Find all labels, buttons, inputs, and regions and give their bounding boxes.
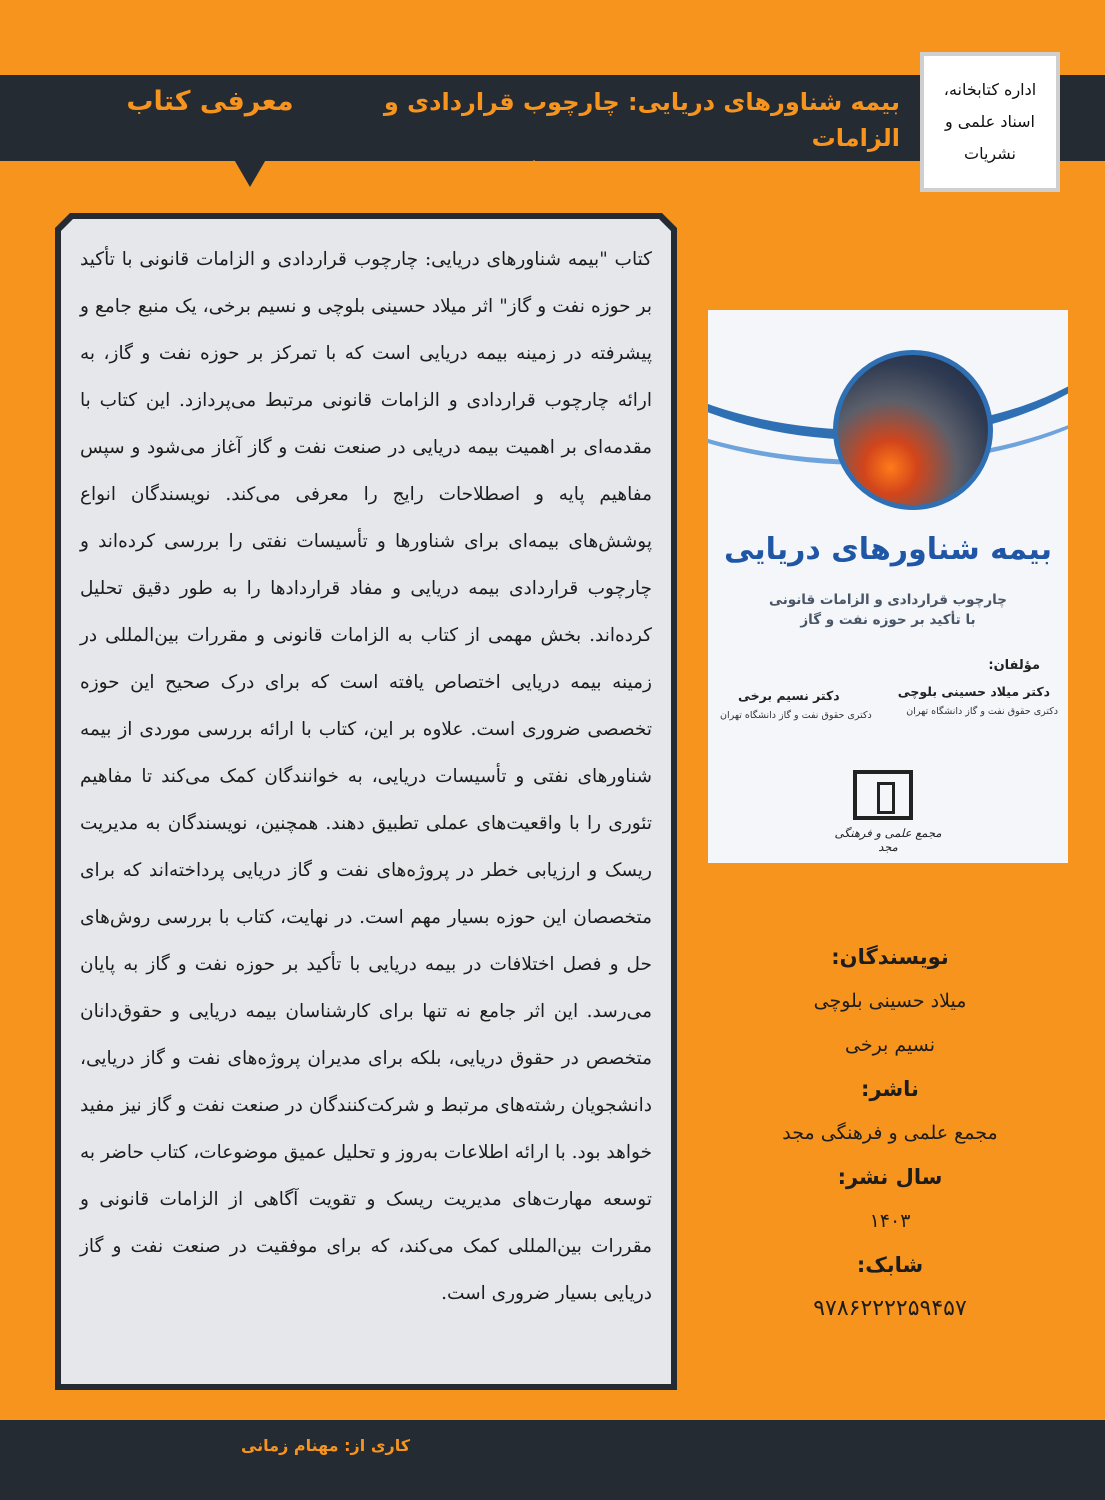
cover-authors-label: مؤلفان: bbox=[988, 658, 1040, 673]
cover-subtitle-line-2: با تأکید بر حوزه نفت و گاز bbox=[800, 612, 976, 628]
page-title-line-1: بیمه شناورهای دریایی: چارچوب قراردادی و الزامات bbox=[383, 88, 900, 152]
cover-author-2-affiliation: دکتری حقوق نفت و گاز دانشگاه تهران bbox=[720, 710, 872, 721]
cover-publisher-logo-text: مجمع علمی و فرهنگی مجد bbox=[834, 826, 942, 854]
publisher-value: مجمع علمی و فرهنگی مجد bbox=[782, 1122, 998, 1144]
book-info bbox=[705, 935, 1075, 1331]
department-label: اداره کتابخانه، اسناد علمی و نشریات bbox=[943, 80, 1037, 163]
footer-band bbox=[0, 1420, 1105, 1500]
author-2: نسیم برخی bbox=[844, 1034, 935, 1056]
publisher-logo-mark bbox=[877, 782, 895, 814]
author-1: میلاد حسینی بلوچی bbox=[813, 990, 967, 1012]
cover-subtitle bbox=[748, 590, 1028, 630]
section-label: معرفی کتاب bbox=[126, 86, 294, 117]
isbn-value: ۹۷۸۶۲۲۲۲۵۹۴۵۷ bbox=[813, 1296, 967, 1321]
footer-credit: کاری از: مهنام زمانی bbox=[240, 1436, 410, 1455]
cover-author-1-affiliation: دکتری حقوق نفت و گاز دانشگاه تهران bbox=[906, 706, 1058, 717]
publisher-logo-icon bbox=[853, 770, 913, 820]
page-title bbox=[340, 84, 900, 192]
authors-label: نویسندگان: bbox=[831, 945, 949, 969]
description-text: کتاب "بیمه شناورهای دریایی: چارچوب قراردادی و الزامات قانونی با تأکید بر حوزه نفت و گاز" اثر میلاد حسینی بلوچی و نسیم برخی، یک منبع جامع و پیشرفته در زمینه بیمه دریایی است که با تمرکز بر حوزه نفت و گاز، به ارائه چارچوب قراردادی و الزامات قانونی مرتبط می‌پردازد. این کتاب با مقدمه‌ای بر اهمیت بیمه دریایی در صنعت نفت و گاز آغاز می‌شود و سپس مفاهیم پایه و اصطلاحات رایج را معرفی می‌کند. نویسندگان انواع پوشش‌های بیمه‌ای برای شناورها و تأسیسات نفتی را بررسی کرده‌اند و چارچوب قراردادی بیمه دریایی و مفاد قراردادها را به طور دقیق تحلیل کرده‌اند. بخش مهمی از کتاب به الزامات قانونی و مقررات بین‌المللی در زمینه بیمه دریایی اختصاص یافته است که برای درک صحیح این حوزه تخصصی ضروری است. علاوه بر این، کتاب با ارائه بررسی موردی از بیمه شناورهای نفتی و تأسیسات دریایی، به خوانندگان کمک می‌کند تا مفاهیم تئوری را با واقعیت‌های عملی تطبیق دهند. همچنین، نویسندگان به مدیریت ریسک و ارزیابی خطر در پروژه‌های نفت و گاز دریایی پرداخته‌اند که برای متخصصان این حوزه بسیار مهم است. در نهایت، کتاب با بررسی روش‌های حل و فصل اختلافات در بیمه دریایی با تأکید بر حوزه نفت و گاز به پایان می‌رسد. این اثر جامع نه تنها برای کارشناسان بیمه دریایی و حقوق‌دانان متخصص در حقوق دریایی، بلکه برای مدیران پروژه‌های نفت و گاز دریایی، دانشجویان رشته‌های مرتبط و شرکت‌کنندگان در صنعت نفت و گاز نیز مفید خواهد بود. با ارائه اطلاعات به‌روز و تحلیل عمیق موضوعات، کتاب حاضر به توسعه مهارت‌های مدیریت ریسک و تقویت آگاهی از الزامات قانونی و مقررات بین‌المللی کمک می‌کند، که برای موفقیت در صنعت نفت و گاز دریایی بسیار ضروری است. bbox=[80, 249, 652, 1304]
isbn-label: شابک: bbox=[856, 1253, 924, 1277]
publisher-label: ناشر: bbox=[861, 1077, 919, 1101]
department-box bbox=[920, 52, 1060, 192]
page-title-line-2: قانونی با تاکید بر حوزه نفت و گاز bbox=[498, 160, 900, 188]
cover-ship-image bbox=[833, 350, 993, 510]
cover-title: بیمه شناورهای دریایی bbox=[723, 532, 1052, 567]
cover-author-2: دکتر نسیم برخی bbox=[738, 688, 840, 703]
book-cover bbox=[708, 310, 1068, 863]
year-value: ۱۴۰۳ bbox=[869, 1210, 911, 1232]
cover-author-1: دکتر میلاد حسینی بلوچی bbox=[897, 684, 1050, 699]
year-label: سال نشر: bbox=[837, 1165, 943, 1189]
cover-subtitle-line-1: چارچوب قراردادی و الزامات قانونی bbox=[769, 592, 1007, 608]
